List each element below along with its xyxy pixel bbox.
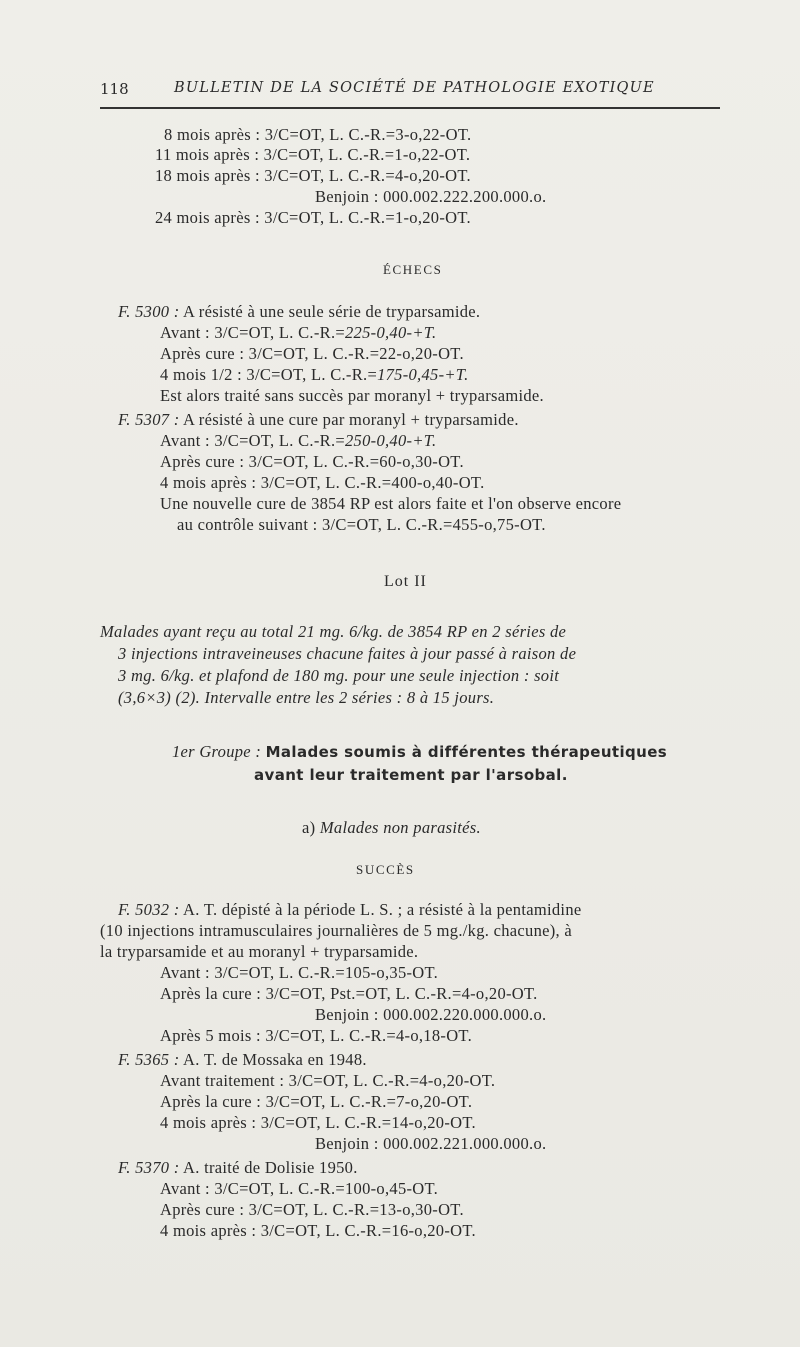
case-ref: F. 5300 :: [118, 302, 180, 321]
text-line: Après cure : 3/C=OT, L. C.-R.=22-o,20-OT.: [160, 344, 464, 363]
sub-heading: [302, 818, 481, 838]
text-line: Après 5 mois : 3/C=OT, L. C.-R.=4-o,18-OT.: [160, 1026, 472, 1045]
text-line: Benjoin : 000.002.222.200.000.o.: [315, 187, 547, 206]
text-line: [160, 431, 436, 451]
text-line: 4 mois après : 3/C=OT, L. C.-R.=400-o,40-OT.: [160, 473, 485, 492]
header-rule: [100, 107, 720, 109]
text-part: Avant : 3/C=OT, L. C.-R.=: [160, 431, 345, 450]
page-number: 118: [100, 80, 129, 98]
lot-description: (3,6×3) (2). Intervalle entre les 2 séries : 8 à 15 jours.: [118, 688, 495, 707]
text-line: 4 mois après : 3/C=OT, L. C.-R.=16-o,20-OT.: [160, 1221, 476, 1240]
case-ref: F. 5032 :: [118, 900, 180, 919]
text-line: Avant traitement : 3/C=OT, L. C.-R.=4-o,20-OT.: [160, 1071, 496, 1090]
group-title: Malades soumis à différentes thérapeutiques: [265, 743, 668, 761]
text-line: Après cure : 3/C=OT, L. C.-R.=13-o,30-OT.: [160, 1200, 464, 1219]
case-entry: [118, 1050, 367, 1070]
text-line: 24 mois après : 3/C=OT, L. C.-R.=1-o,20-OT.: [155, 208, 471, 227]
page-header: [100, 80, 720, 102]
case-entry: [118, 900, 582, 920]
case-text: A résisté à une seule série de tryparsamide.: [183, 302, 481, 321]
lot-description: 3 injections intraveineuses chacune faites à jour passé à raison de: [118, 644, 577, 663]
case-text: A. T. dépisté à la période L. S. ; a résisté à la pentamidine: [183, 900, 582, 919]
group-title-line2: avant leur traitement par l'arsobal.: [254, 766, 568, 784]
text-line: Benjoin : 000.002.220.000.000.o.: [315, 1005, 547, 1024]
text-line: 4 mois après : 3/C=OT, L. C.-R.=14-o,20-OT.: [160, 1113, 476, 1132]
case-text: A résisté à une cure par moranyl + tryparsamide.: [183, 410, 519, 429]
text-line: Après cure : 3/C=OT, L. C.-R.=60-o,30-OT.: [160, 452, 464, 471]
case-entry: [118, 1158, 358, 1178]
text-line: 11 mois après : 3/C=OT, L. C.-R.=1-o,22-OT.: [155, 145, 471, 164]
text-part-italic: 250-0,40-+T.: [345, 431, 437, 450]
text-line: Après la cure : 3/C=OT, Pst.=OT, L. C.-R.=4-o,20-OT.: [160, 984, 538, 1003]
case-text: A. T. de Mossaka en 1948.: [183, 1050, 367, 1069]
group-heading: [172, 742, 667, 762]
text-line: Une nouvelle cure de 3854 RP est alors faite et l'on observe encore: [160, 494, 622, 513]
sub-letter: a): [302, 818, 316, 837]
text-part: Avant : 3/C=OT, L. C.-R.=: [160, 323, 345, 342]
text-line: la tryparsamide et au moranyl + tryparsamide.: [100, 942, 419, 961]
case-ref: F. 5370 :: [118, 1158, 180, 1177]
text-line: Avant : 3/C=OT, L. C.-R.=100-o,45-OT.: [160, 1179, 439, 1198]
text-line: [160, 323, 436, 343]
text-line: Est alors traité sans succès par moranyl + tryparsamide.: [160, 386, 544, 405]
sub-text: Malades non parasités.: [319, 818, 481, 837]
text-line: Benjoin : 000.002.221.000.000.o.: [315, 1134, 547, 1153]
case-entry: [118, 302, 480, 322]
text-line: Après la cure : 3/C=OT, L. C.-R.=7-o,20-OT.: [160, 1092, 473, 1111]
text-part-italic: 175-0,45-+T.: [377, 365, 469, 384]
case-ref: F. 5365 :: [118, 1050, 180, 1069]
text-part-italic: 225-0,40-+T.: [345, 323, 437, 342]
case-text: A. traité de Dolisie 1950.: [183, 1158, 358, 1177]
lot-heading: Lot II: [384, 573, 427, 590]
group-label: 1er Groupe :: [172, 742, 262, 761]
text-part: 4 mois 1/2 : 3/C=OT, L. C.-R.=: [160, 365, 378, 384]
lot-description: Malades ayant reçu au total 21 mg. 6/kg. de 3854 RP en 2 séries de: [100, 622, 567, 641]
text-line: [160, 365, 469, 385]
case-entry: [118, 410, 519, 430]
running-title: BULLETIN DE LA SOCIÉTÉ DE PATHOLOGIE EXOTIQUE: [174, 80, 655, 96]
section-heading: ÉCHECS: [383, 262, 443, 277]
lot-description: 3 mg. 6/kg. et plafond de 180 mg. pour une seule injection : soit: [118, 666, 560, 685]
text-line: 18 mois après : 3/C=OT, L. C.-R.=4-o,20-OT.: [155, 166, 471, 185]
case-ref: F. 5307 :: [118, 410, 180, 429]
section-heading: SUCCÈS: [356, 862, 415, 877]
text-line: Avant : 3/C=OT, L. C.-R.=105-o,35-OT.: [160, 963, 439, 982]
text-line: 8 mois après : 3/C=OT, L. C.-R.=3-o,22-OT.: [164, 125, 472, 144]
text-line: (10 injections intramusculaires journalières de 5 mg./kg. chacune), à: [100, 921, 573, 940]
text-line: au contrôle suivant : 3/C=OT, L. C.-R.=455-o,75-OT.: [177, 515, 546, 534]
